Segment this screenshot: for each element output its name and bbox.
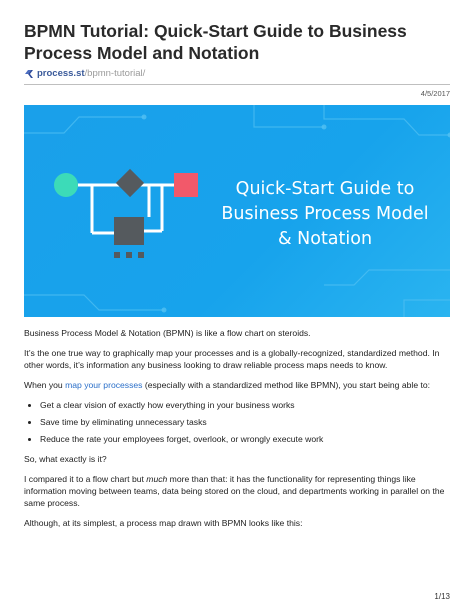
article-body xyxy=(24,327,452,537)
ellipsis-dots xyxy=(114,252,144,258)
list-item: • Save time by eliminating unnecessary tasks xyxy=(40,416,452,428)
source-domain[interactable]: process.st xyxy=(37,68,85,79)
end-event-square xyxy=(174,173,198,197)
benefits-list xyxy=(24,399,452,445)
paragraph: When you map your processes (especially with a standardized method like BPMN), you start being able to: xyxy=(24,380,431,390)
process-st-logo-icon xyxy=(24,69,34,79)
paragraph: I compared it to a flow chart but much more than that: it has the functionality for representing things like information moving between teams, data being stored on the cloud, and departments working in parallel on the same process. xyxy=(24,474,445,508)
hero-banner xyxy=(24,105,450,317)
paragraph: So, what exactly is it? xyxy=(24,454,107,464)
source-path[interactable]: /bpmn-tutorial/ xyxy=(84,68,146,79)
page-number: 1/13 xyxy=(434,592,450,601)
list-item: • Reduce the rate your employees forget, overlook, or wrongly execute work xyxy=(40,433,452,445)
paragraph: Although, at its simplest, a process map drawn with BPMN looks like this: xyxy=(24,518,303,528)
paragraph: It’s the one true way to graphically map your processes and is a globally-recognized, standardized method. In other words, it’s information any business looking to draw reliable process maps needs to know. xyxy=(24,348,440,370)
page-title: BPMN Tutorial: Quick-Start Guide to Business Process Model and Notation xyxy=(24,21,407,63)
banner-headline: Quick-Start Guide to Business Process Model & Notation xyxy=(221,179,429,249)
publish-date: 4/5/2017 xyxy=(420,89,450,98)
header-divider xyxy=(24,84,450,85)
task-square xyxy=(114,217,144,245)
list-item: • Get a clear vision of exactly how everything in your business works xyxy=(40,399,452,411)
paragraph: Business Process Model & Notation (BPMN) is like a flow chart on steroids. xyxy=(24,328,311,338)
source-link[interactable] xyxy=(24,68,145,80)
start-event-circle xyxy=(54,173,78,197)
gateway-diamond xyxy=(116,169,144,197)
map-your-processes-link[interactable]: map your processes xyxy=(65,380,143,390)
